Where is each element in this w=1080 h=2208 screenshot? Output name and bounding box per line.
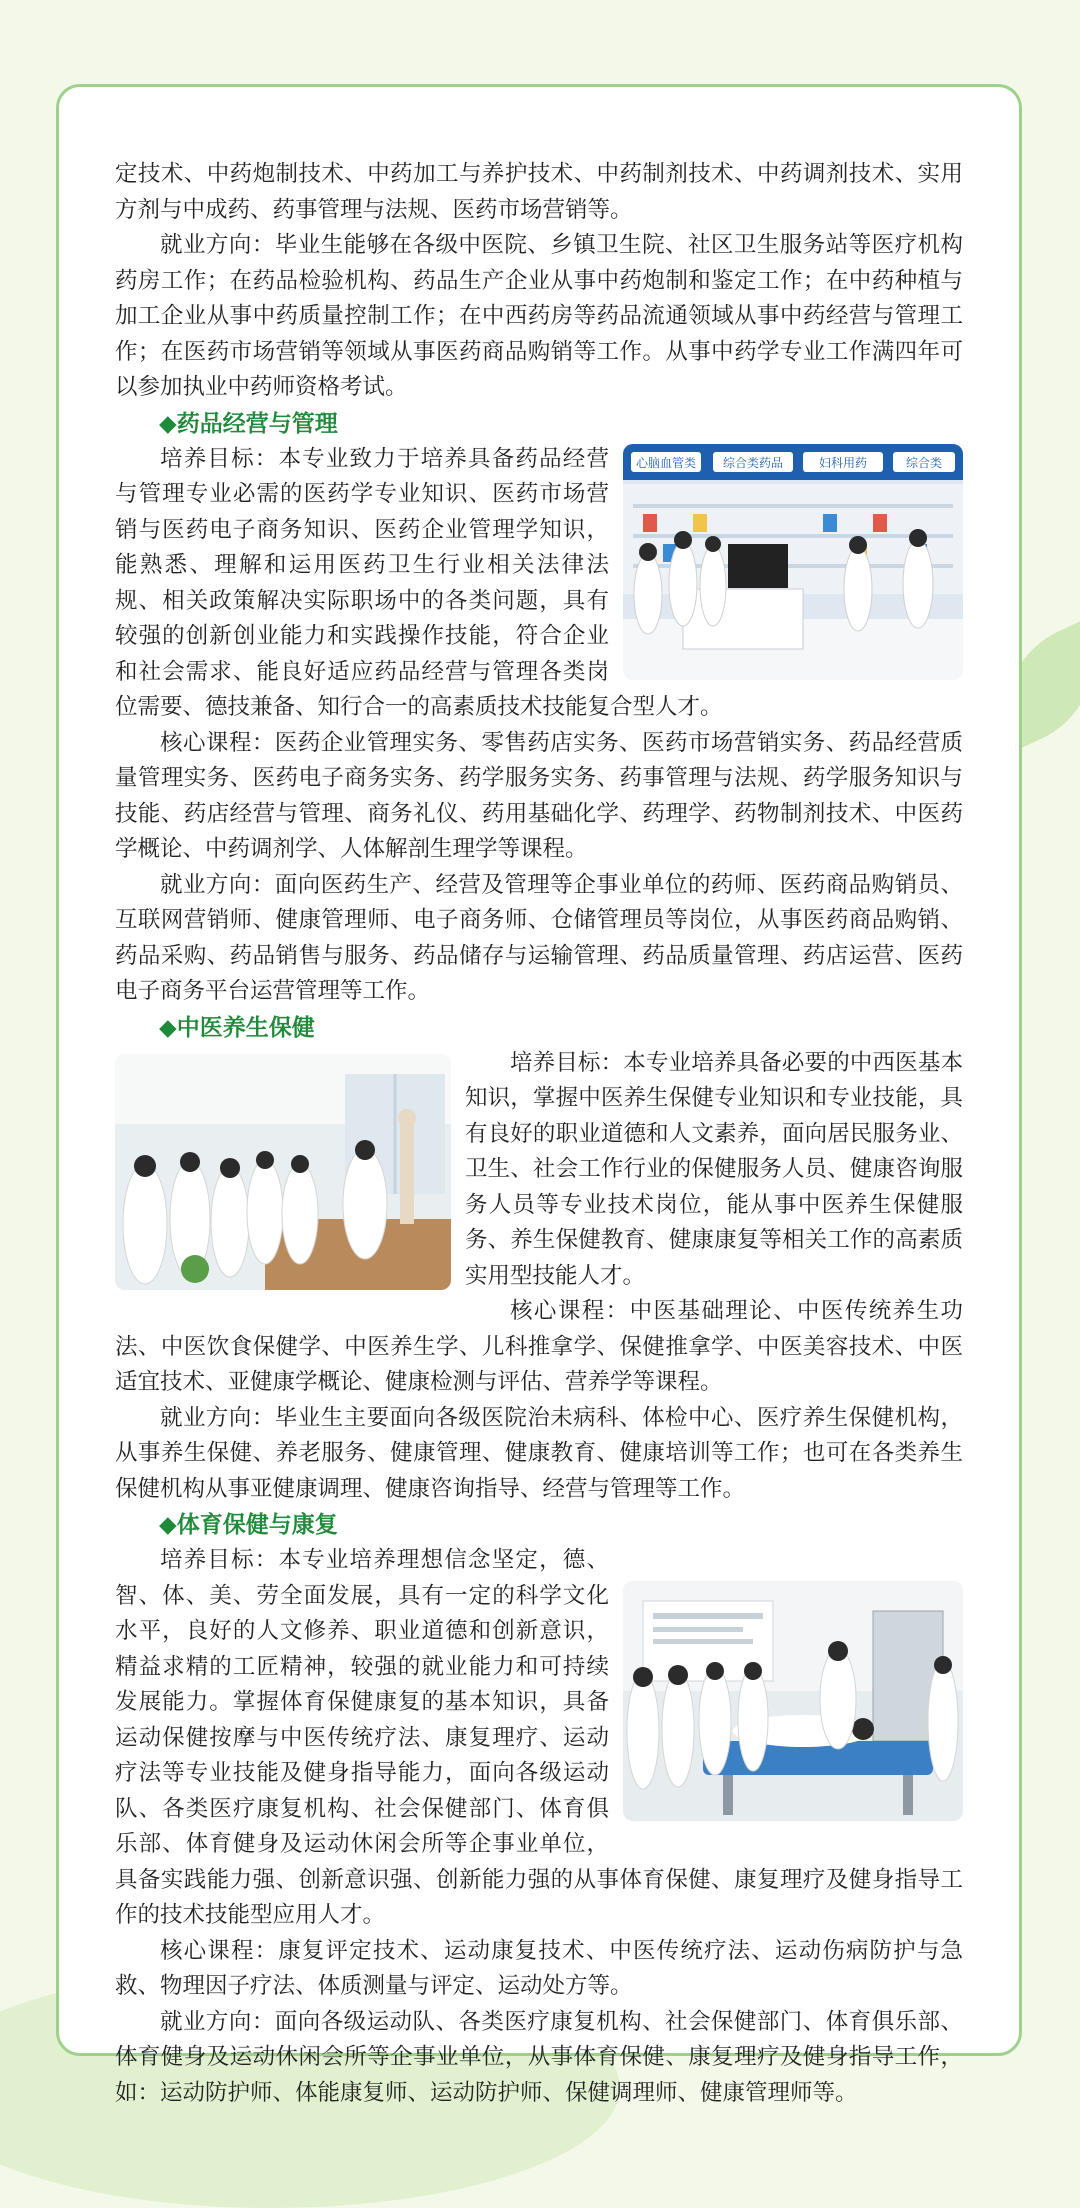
- shelf-sign-2: 综合类药品: [722, 455, 784, 470]
- sports-rehab-goal: 培养目标：本专业培养理想信念坚定，德、智、体、美、劳全面发展，具有一定的科学文化水平，良好的人文修养、职业道德和创新意识，精益求精的工匠精神，较强的就业能力和可持续发展能力。掌握体育保健康复的基本知识，具备运动保健按摩与中医传统疗法、康复理疗、运动疗法等专业技能及健身指导能力，面向各级运动队、各类医疗康复机构、社会保健部门、体育俱乐部、体育健身及运动休闲会所等企事业单位，具备实践能力强、创新意识强、创新能力强的从事体育保健、康复理疗及健身指导工作的技术技能型应用人才。: [115, 1547, 963, 1928]
- content-card: [56, 84, 1022, 2106]
- tcm-health-courses: 核心课程：中医基础理论、中医传统养生功法、中医饮食保健学、中医养生学、儿科推拿学、保健推拿学、中医美容技术、中医适宜技术、亚健康学概论、健康检测与评估、营养学等课程。: [115, 1298, 963, 1395]
- shelf-sign-4: 综合类: [905, 455, 943, 470]
- sports-rehab-courses: 核心课程：康复评定技术、运动康复技术、中医传统疗法、运动伤病防护与急救、物理因子疗法、体质测量与评定、运动处方等。: [115, 1937, 963, 1999]
- section-heading-sports-rehab: ◆体育保健与康复: [159, 1512, 338, 1538]
- pharma-management-jobs: 就业方向：面向医药生产、经营及管理等企事业单位的药师、医药商品购销员、互联网营销师、健康管理师、电子商务师、仓储管理员等岗位，从事医药商品购销、药品采购、药品销售与服务、药品储存与运输管理、药品质量管理、药店运营、医药电子商务平台运营管理等工作。: [115, 871, 963, 1004]
- tcm-health-jobs: 就业方向：毕业生主要面向各级医院治未病科、体检中心、医疗养生保健机构，从事养生保健、养老服务、健康管理、健康教育、健康培训等工作；也可在各类养生保健机构从事亚健康调理、健康咨询指导、经营与管理等工作。: [115, 1404, 963, 1502]
- pharma-management-goal: 培养目标：本专业致力于培养具备药品经营与管理专业必需的医药学专业知识、医药市场营销与医药电子商务知识、医药企业管理学知识，能熟悉、理解和运用医药卫生行业相关法律法规、相关政策解决实际职场中的各类问题，具有较强的创新创业能力和实践操作技能，符合企业和社会需求、能良好适应药品经营与管理各类岗位需要、德技兼备、知行合一的高素质技术技能复合型人才。: [115, 445, 723, 720]
- section-heading-tcm-health: ◆中医养生保健: [159, 1014, 315, 1041]
- curriculum-continuation: 定技术、中药炮制技术、中药加工与养护技术、中药制剂技术、中药调剂技术、实用方剂与中成药、药事管理与法规、医药市场营销等。: [115, 161, 963, 223]
- pharmacy-photo: [623, 444, 963, 680]
- sports-rehab-jobs: 就业方向：面向各级运动队、各类医疗康复机构、社会保健部门、体育俱乐部、体育健身及运动休闲会所等企事业单位，从事体育保健、康复理疗及健身指导工作，如：运动防护师、体能康复师、运动防护师、保健调理师、健康管理师等。: [115, 2008, 963, 2106]
- pharma-management-courses: 核心课程：医药企业管理实务、零售药店实务、医药市场营销实务、药品经营质量管理实务、医药电子商务实务、药学服务实务、药事管理与法规、药学服务知识与技能、药店经营与管理、商务礼仪、药用基础化学、药理学、药物制剂技术、中医药学概论、中药调剂学、人体解剖生理学等课程。: [115, 729, 963, 862]
- rehab-photo: [623, 1581, 963, 1821]
- shelf-sign-3: 妇科用药: [818, 455, 868, 470]
- tcm-pharmacy-jobs: 就业方向：毕业生能够在各级中医院、乡镇卫生院、社区卫生服务站等医疗机构药房工作；在药品检验机构、药品生产企业从事中药炮制和鉴定工作；在中药种植与加工企业从事中药质量控制工作；在中西药房等药品流通领域从事中药经营与管理工作；在医药市场营销等领域从事医药商品购销等工作。从事中药学专业工作满四年可以参加执业中药师资格考试。: [115, 232, 963, 400]
- classroom-photo: [115, 1054, 451, 1290]
- shelf-sign-1: 心脑血管类: [635, 455, 697, 470]
- section-heading-pharma-management: ◆药品经营与管理: [159, 410, 338, 437]
- tcm-health-goal: 培养目标：本专业培养具备必要的中西医基本知识，掌握中医养生保健专业知识和专业技能，具有良好的职业道德和人文素养，面向居民服务业、卫生、社会工作行业的保健服务人员、健康咨询服务人员等专业技术岗位，能从事中医养生保健服务、养生保健教育、健康康复等相关工作的高素质实用型技能人才。: [465, 1049, 963, 1289]
